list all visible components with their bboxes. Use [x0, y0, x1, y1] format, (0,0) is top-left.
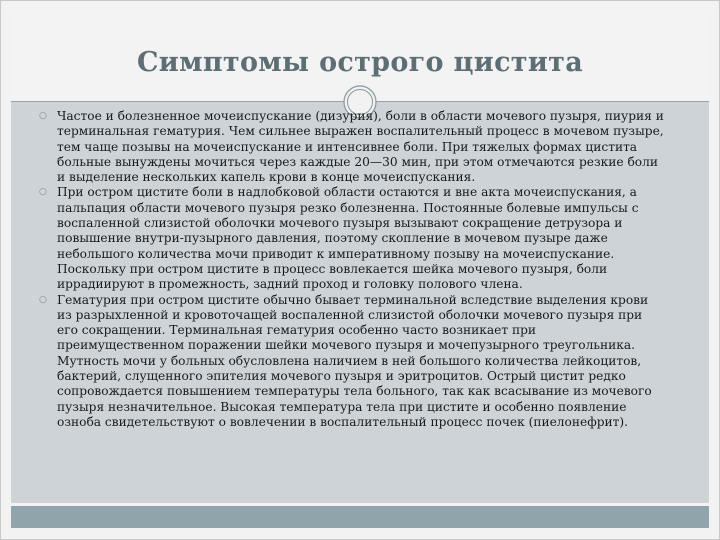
bullet-list [39, 109, 665, 430]
bullet-icon: ○ [39, 111, 47, 121]
bullet-icon: ○ [39, 294, 47, 305]
bullet-item-3 [39, 292, 665, 431]
bullet-text-3-continuation: Мутность мочи у больных обусловлена наличием в ней большого количества лейкоцитов, бактерий, слущенного эпителия мочевого пузыря и эритроцитов. Острый цистит редко сопровождается повышением температуры тела больного, так как всасывание из мочевого пузыря незначительное. Высокая температура тела при цистите и особенно появление озноба свидетельствуют о вовлечении в воспалительный процесс почек (пиелонефрит). [57, 353, 652, 429]
bullet-item-1 [39, 109, 665, 185]
slide-title: Симптомы острого цистита [136, 47, 583, 78]
bullet-item-2 [39, 185, 665, 292]
bullet-text-1: Частое и болезненное мочеиспускание (дизурия), боли в области мочевого пузыря, пиурия и терминальная гематурия. Чем сильнее выражен воспалительный процесс в мочевом пузыре, тем чаще позывы на мочеиспускание и интенсивнее боли. При тяжелых формах цистита больные вынуждены мочиться через каждые 20—30 мин, при этом отмечаются резкие боли и выделение нескольких капель крови в конце мочеиспускания. [57, 109, 664, 185]
bottom-bar [11, 506, 709, 528]
bullet-icon: ○ [39, 187, 47, 198]
bullet-text-3: Гематурия при остром цистите обычно бывает терминальной вследствие выделения крови из разрыхленной и кровоточащей воспаленной слизистой оболочки мочевого пузыря при его сокращении. Терминальная гематурия особенно часто возникает при преимущественном поражении шейки мочевого пузыря и мочепузырного треугольника. [57, 292, 649, 353]
bullet-text-2: При остром цистите боли в надлобковой области остаются и вне акта мочеиспускания, а пальпация области мочевого пузыря резко болезненна. Постоянные болевые импульсы с воспаленной слизистой оболочки мочевого пузыря вызывают сокращение детрузора и повышение внутри-пузырного давления, поэтому скопление в мочевом пузыре даже небольшого количества мочи приводит к императивному позыву на мочеиспускание. Поскольку при остром цистите в процесс вовлекается шейка мочевого пузыря, боли иррадиируют в промежность, задний проход и головку полового члена. [57, 185, 639, 292]
